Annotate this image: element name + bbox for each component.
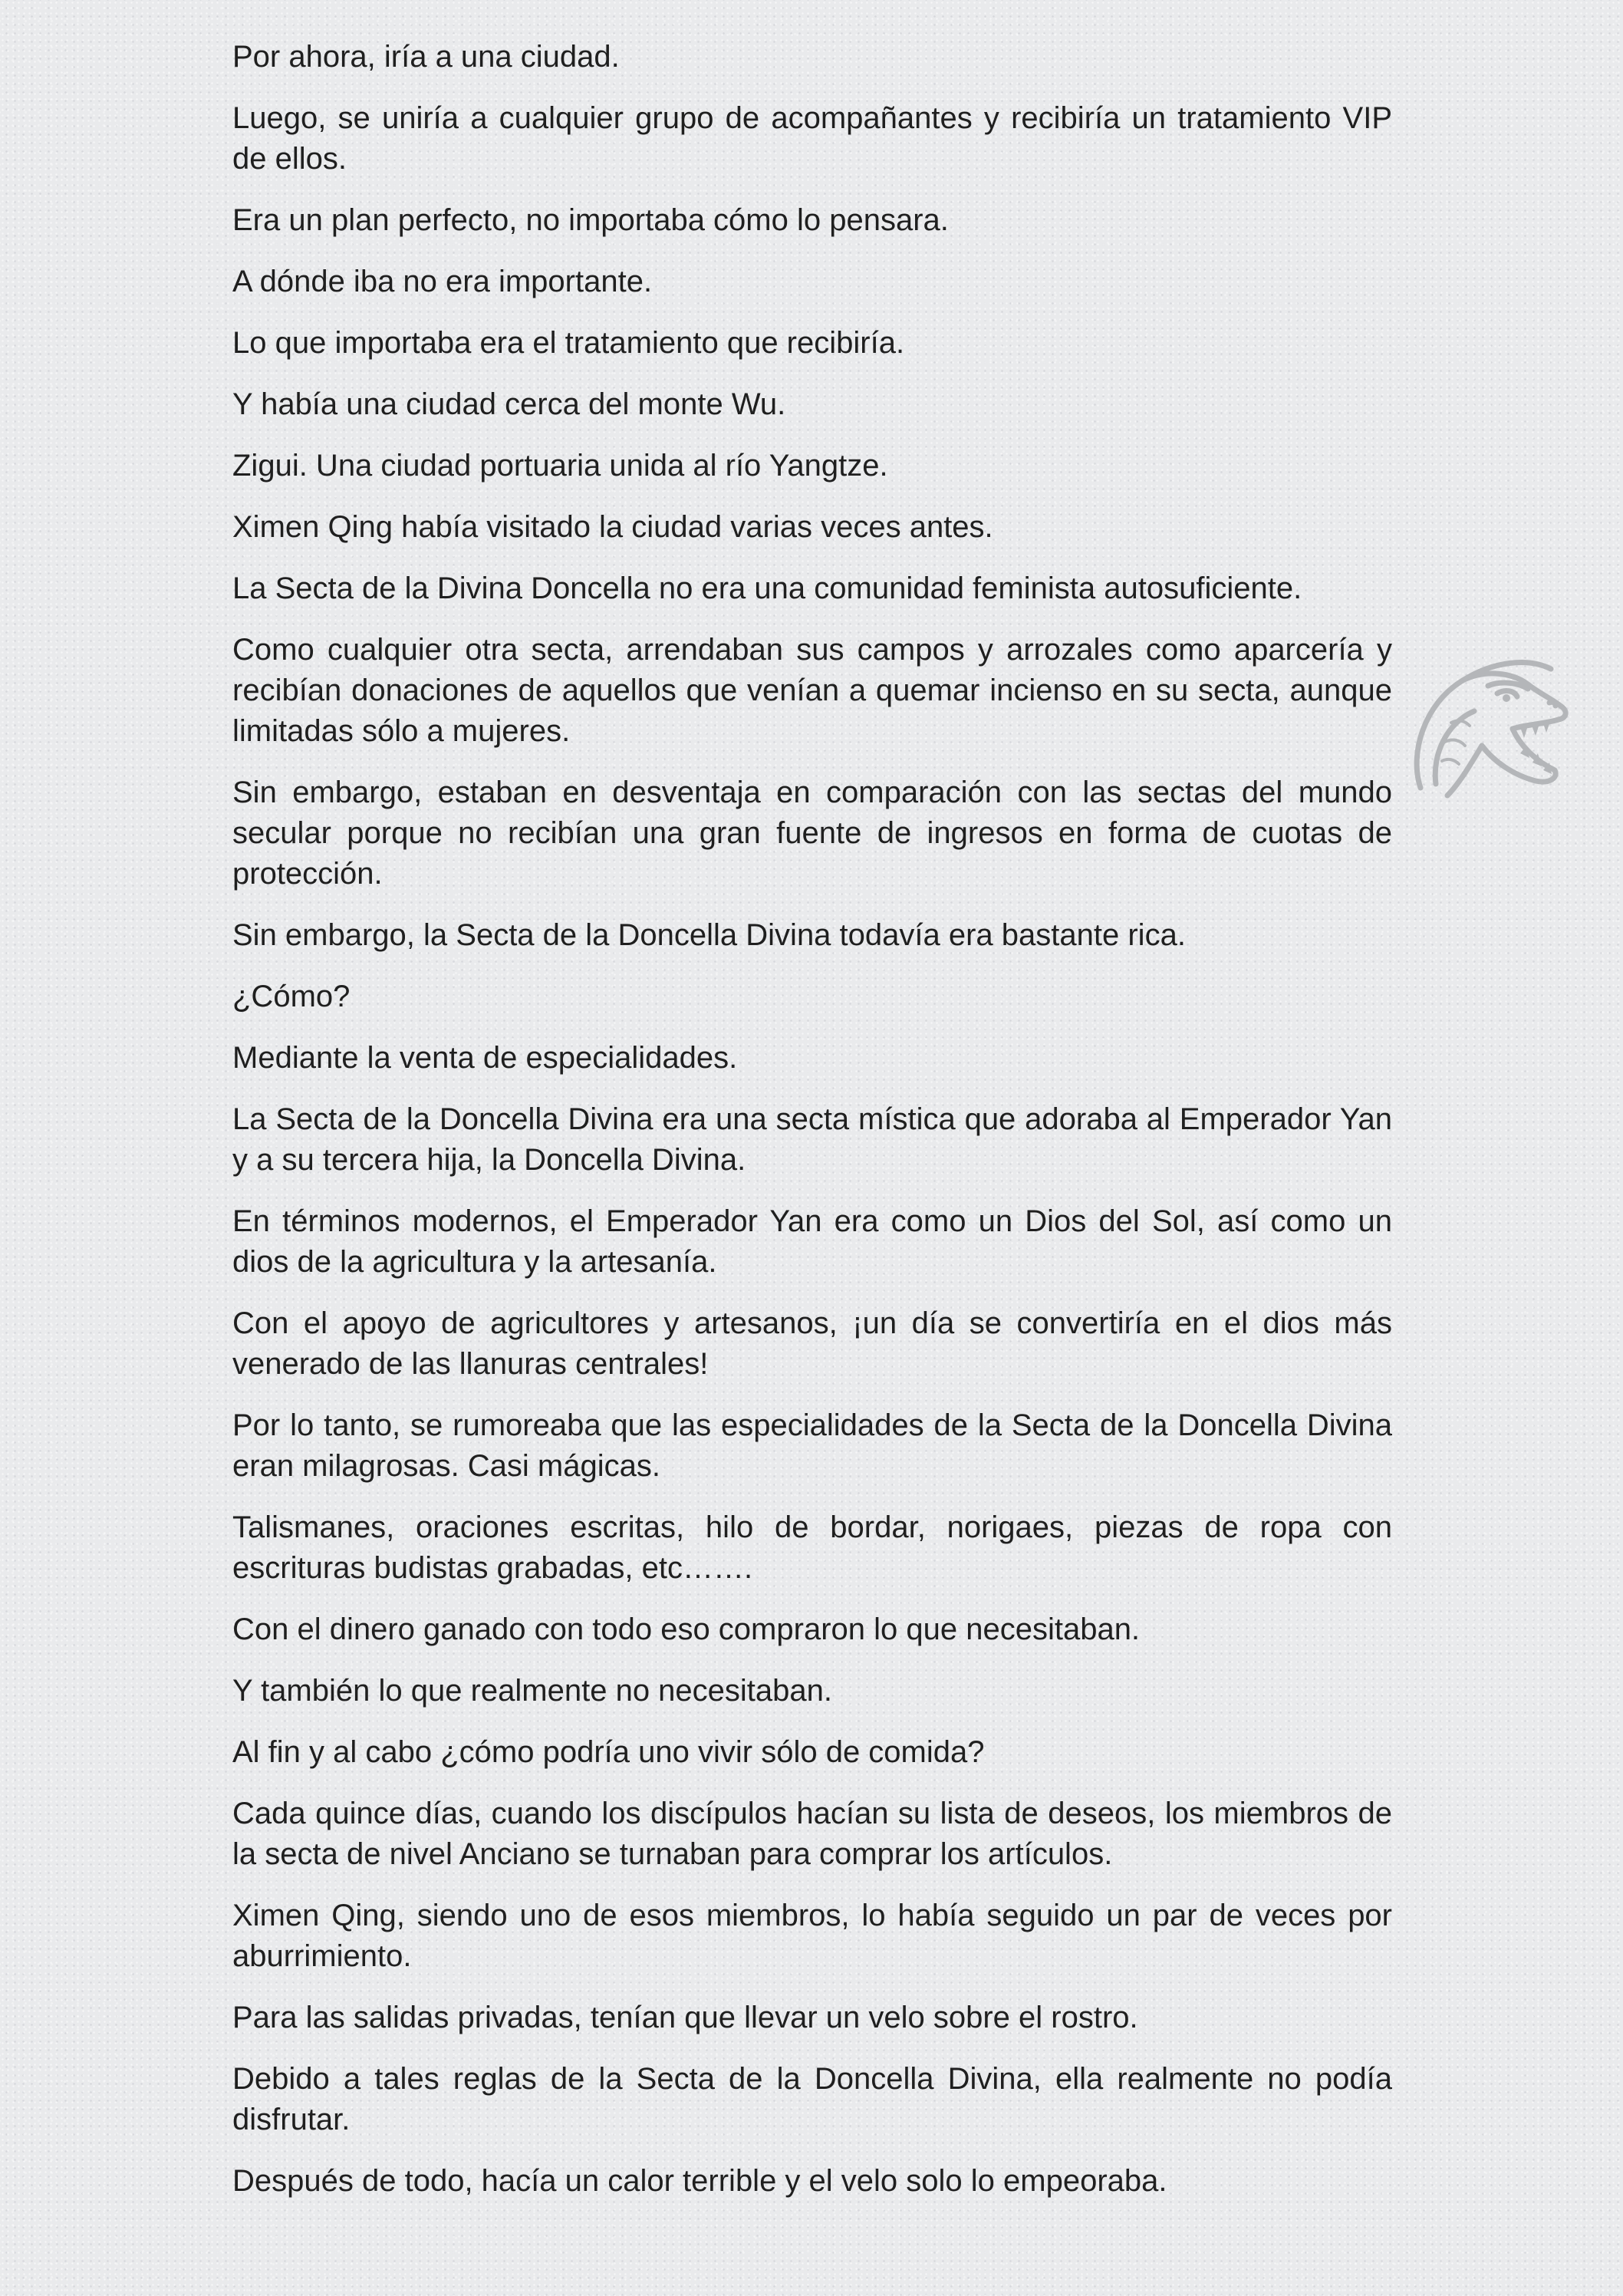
paragraph-13: ¿Cómo? (232, 980, 351, 1013)
paragraph-1: Por ahora, iría a una ciudad. (232, 40, 620, 74)
paragraph-25: Para las salidas privadas, tenían que llevar un velo sobre el rostro. (232, 2001, 1138, 2034)
paragraph-20: Con el dinero ganado con todo eso compraron lo que necesitaban. (232, 1612, 1141, 1646)
paragraph-21: Y también lo que realmente no necesitaban. (232, 1674, 833, 1708)
dinosaur-head-icon (1405, 638, 1582, 830)
paragraph-8: Ximen Qing había visitado la ciudad varias veces antes. (232, 510, 993, 544)
paragraph-12: Sin embargo, la Secta de la Doncella Divina todavía era bastante rica. (232, 918, 1186, 952)
paragraph-23: Cada quince días, cuando los discípulos hacían su lista de deseos, los miembros de la secta de nivel Anciano se turnaban para comprar los artículos. (232, 1797, 1392, 1871)
paragraph-18: Por lo tanto, se rumoreaba que las especialidades de la Secta de la Doncella Divina eran milagrosas. Casi mágicas. (232, 1408, 1392, 1483)
paragraph-10: Como cualquier otra secta, arrendaban sus campos y arrozales como aparcería y recibían donaciones de aquellos que venían a quemar incienso en su secta, aunque limitadas sólo a mujeres. (232, 633, 1392, 748)
paragraph-6: Y había una ciudad cerca del monte Wu. (232, 387, 786, 421)
paragraph-7: Zigui. Una ciudad portuaria unida al río Yangtze. (232, 449, 888, 483)
paragraph-26: Debido a tales reglas de la Secta de la Doncella Divina, ella realmente no podía disfrutar. (232, 2062, 1392, 2136)
paragraph-15: La Secta de la Doncella Divina era una secta mística que adoraba al Emperador Yan y a su tercera hija, la Doncella Divina. (232, 1102, 1392, 1177)
paragraph-11: Sin embargo, estaban en desventaja en comparación con las sectas del mundo secular porque no recibían una gran fuente de ingresos en forma de cuotas de protección. (232, 776, 1392, 891)
paragraph-16: En términos modernos, el Emperador Yan era como un Dios del Sol, así como un dios de la agricultura y la artesanía. (232, 1204, 1392, 1279)
paragraph-3: Era un plan perfecto, no importaba cómo lo pensara. (232, 203, 949, 237)
paragraph-22: Al fin y al cabo ¿cómo podría uno vivir sólo de comida? (232, 1735, 985, 1769)
paragraph-5: Lo que importaba era el tratamiento que recibiría. (232, 326, 905, 360)
paragraph-2: Luego, se uniría a cualquier grupo de acompañantes y recibiría un tratamiento VIP de ellos. (232, 101, 1392, 176)
paragraph-4: A dónde iba no era importante. (232, 265, 653, 298)
paragraph-27: Después de todo, hacía un calor terrible y el velo solo lo empeoraba. (232, 2164, 1167, 2198)
paragraph-19: Talismanes, oraciones escritas, hilo de bordar, norigaes, piezas de ropa con escrituras budistas grabadas, etc……. (232, 1510, 1392, 1585)
paragraph-17: Con el apoyo de agricultores y artesanos, ¡un día se convertiría en el dios más venerado de las llanuras centrales! (232, 1306, 1392, 1381)
document-page (232, 37, 1392, 2261)
paragraph-14: Mediante la venta de especialidades. (232, 1041, 738, 1075)
paragraph-9: La Secta de la Divina Doncella no era una comunidad feminista autosuficiente. (232, 572, 1302, 605)
paragraph-24: Ximen Qing, siendo uno de esos miembros, lo había seguido un par de veces por aburrimiento. (232, 1899, 1392, 1973)
